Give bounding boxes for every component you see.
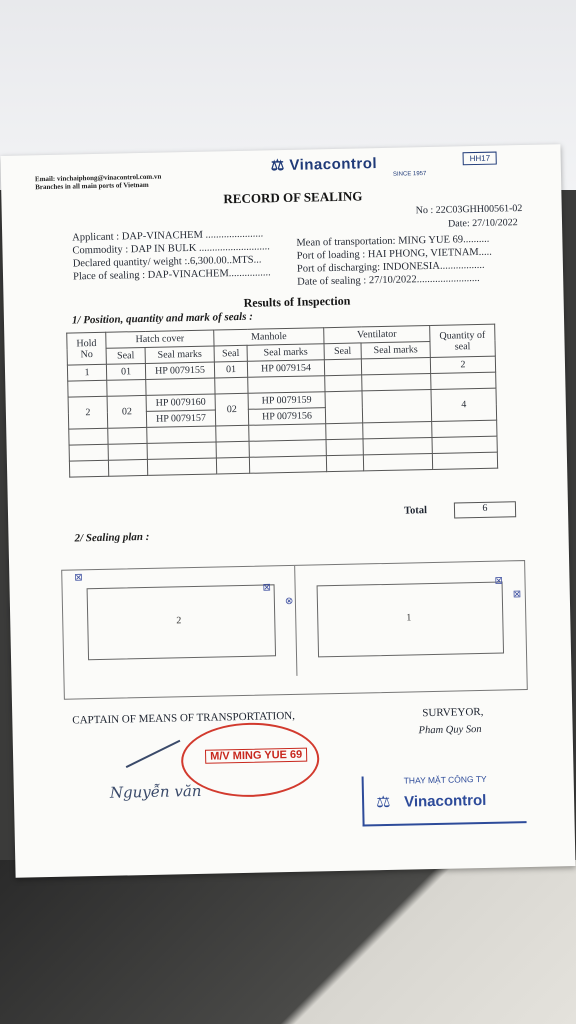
cell (108, 443, 147, 460)
record-number: No : 22C03GHH00561-02 (415, 203, 523, 217)
hold-2-box (87, 584, 276, 660)
cell (216, 457, 249, 474)
desk-background (0, 860, 576, 1024)
cell (68, 380, 107, 397)
cell (107, 379, 146, 396)
cell (146, 378, 215, 395)
port-discharging-line: Port of discharging: INDONESIA................. (296, 259, 485, 275)
col-hold: Hold No (67, 332, 107, 365)
vinacontrol-logo: ⚖ Vinacontrol (270, 155, 378, 175)
cell (325, 391, 363, 424)
place-line: Place of sealing : DAP-VINACHEM................ (72, 267, 271, 283)
cell (249, 456, 326, 474)
cell (249, 440, 326, 458)
cell (108, 427, 147, 444)
cell (69, 460, 108, 477)
cell (363, 421, 432, 438)
transport-line: Mean of transportation: MING YUE 69.......... (296, 233, 490, 249)
cell: 02 (215, 393, 249, 426)
seal-table (66, 324, 498, 478)
cell (249, 424, 326, 442)
cell: HP 0079160 (146, 394, 215, 411)
cell (69, 444, 108, 461)
hold-1-box (317, 582, 504, 658)
hold-2-label: 2 (176, 615, 182, 627)
cell (432, 436, 497, 453)
sealing-plan-diagram (61, 560, 528, 700)
cell: HP 0079157 (146, 410, 215, 427)
commodity-line: Commodity : DAP IN BULK ........................... (72, 241, 270, 257)
hold-1-label: 1 (406, 612, 412, 624)
sub-seal-marks: Seal marks (145, 346, 214, 363)
cell (432, 452, 497, 469)
surveyor-label: SURVEYOR, (422, 705, 484, 720)
total-label: Total (403, 505, 428, 517)
address-line-1: Email: vinchaiphong@vinacontrol.com.vn (34, 172, 162, 184)
cell (147, 426, 216, 443)
cell (147, 442, 216, 459)
cell (69, 428, 108, 445)
col-ventilator: Ventilator (324, 325, 430, 343)
section-2-heading: 2/ Sealing plan : (74, 530, 150, 545)
cell: 01 (106, 363, 145, 380)
cell (216, 425, 249, 442)
total-value: 6 (454, 501, 516, 518)
col-hatch-cover: Hatch cover (106, 330, 214, 348)
sub-seal: Seal (214, 345, 247, 362)
thay-mat-text: THAY MẶT CÔNG TY (403, 773, 487, 786)
cell (431, 372, 496, 389)
cell: 2 (68, 396, 108, 429)
captain-signature: Nguyễn văn (109, 781, 202, 802)
since-text: SINCE 1957 (392, 171, 427, 178)
cell (361, 357, 430, 374)
results-heading: Results of Inspection (243, 293, 351, 310)
cell (432, 420, 497, 437)
sub-seal: Seal (106, 347, 145, 364)
cell (216, 441, 249, 458)
col-manhole: Manhole (214, 328, 324, 346)
cell: HP 0079155 (145, 362, 214, 379)
document-title: RECORD OF SEALING (223, 188, 363, 207)
captain-label: CAPTAIN OF MEANS OF TRANSPORTATION, (72, 709, 296, 727)
cell: 1 (67, 364, 106, 381)
document-page (1, 144, 576, 878)
cell: HP 0079159 (248, 392, 325, 410)
seal-marker-icon: ⊠ (512, 589, 522, 601)
seal-marker-icon: ⊗ (284, 595, 294, 608)
ship-stamp-text: M/V MING YUE 69 (205, 748, 307, 764)
cell: 01 (214, 361, 247, 378)
col-quantity: Quantity of seal (430, 324, 496, 357)
record-date: Date: 27/10/2022 (447, 217, 518, 230)
cell: HP 0079154 (247, 360, 324, 378)
sealing-date-line: Date of sealing : 27/10/2022........................ (297, 272, 480, 288)
cell (324, 359, 361, 376)
cell: 4 (431, 388, 497, 421)
cell (363, 453, 432, 470)
section-1-heading: 1/ Position, quantity and mark of seals : (71, 310, 253, 327)
header-address (35, 173, 162, 192)
cell: HP 0079156 (248, 408, 325, 426)
plan-divider (294, 566, 297, 676)
stamp-logo-text: Vinacontrol (403, 791, 487, 811)
sub-seal: Seal (324, 343, 361, 360)
seal-marker-icon: ⊠ (74, 572, 83, 584)
sub-seal-marks: Seal marks (361, 341, 430, 358)
cell: 2 (430, 356, 495, 373)
logo-text: Vinacontrol (289, 155, 378, 174)
quantity-line: Declared quantity/ weight :.6,300.00..MTS... (72, 254, 262, 270)
applicant-line: Applicant : DAP-VINACHEM ...................... (72, 228, 264, 244)
scale-icon: ⚖ (375, 793, 391, 812)
cell: 02 (107, 395, 147, 428)
address-line-2: Branches in all main ports of Vietnam (35, 180, 149, 192)
seal-marker-icon: ⊠ (262, 582, 272, 594)
vinacontrol-stamp (362, 773, 527, 826)
cell (362, 373, 431, 390)
form-code: HH17 (463, 152, 498, 166)
cell (325, 375, 362, 392)
cell (248, 376, 325, 394)
signature-stroke (126, 740, 181, 768)
seal-marker-icon: ⊠ (494, 575, 504, 587)
cell (363, 437, 432, 454)
cell (215, 377, 248, 394)
cell (362, 389, 432, 422)
sub-seal-marks: Seal marks (247, 344, 324, 362)
port-loading-line: Port of loading : HAI PHONG, VIETNAM..... (296, 246, 492, 262)
cell (326, 439, 363, 456)
surveyor-name: Pham Quy Son (418, 723, 482, 737)
cell (326, 455, 363, 472)
cell (147, 458, 216, 475)
cell (326, 423, 363, 440)
cell (108, 459, 147, 476)
